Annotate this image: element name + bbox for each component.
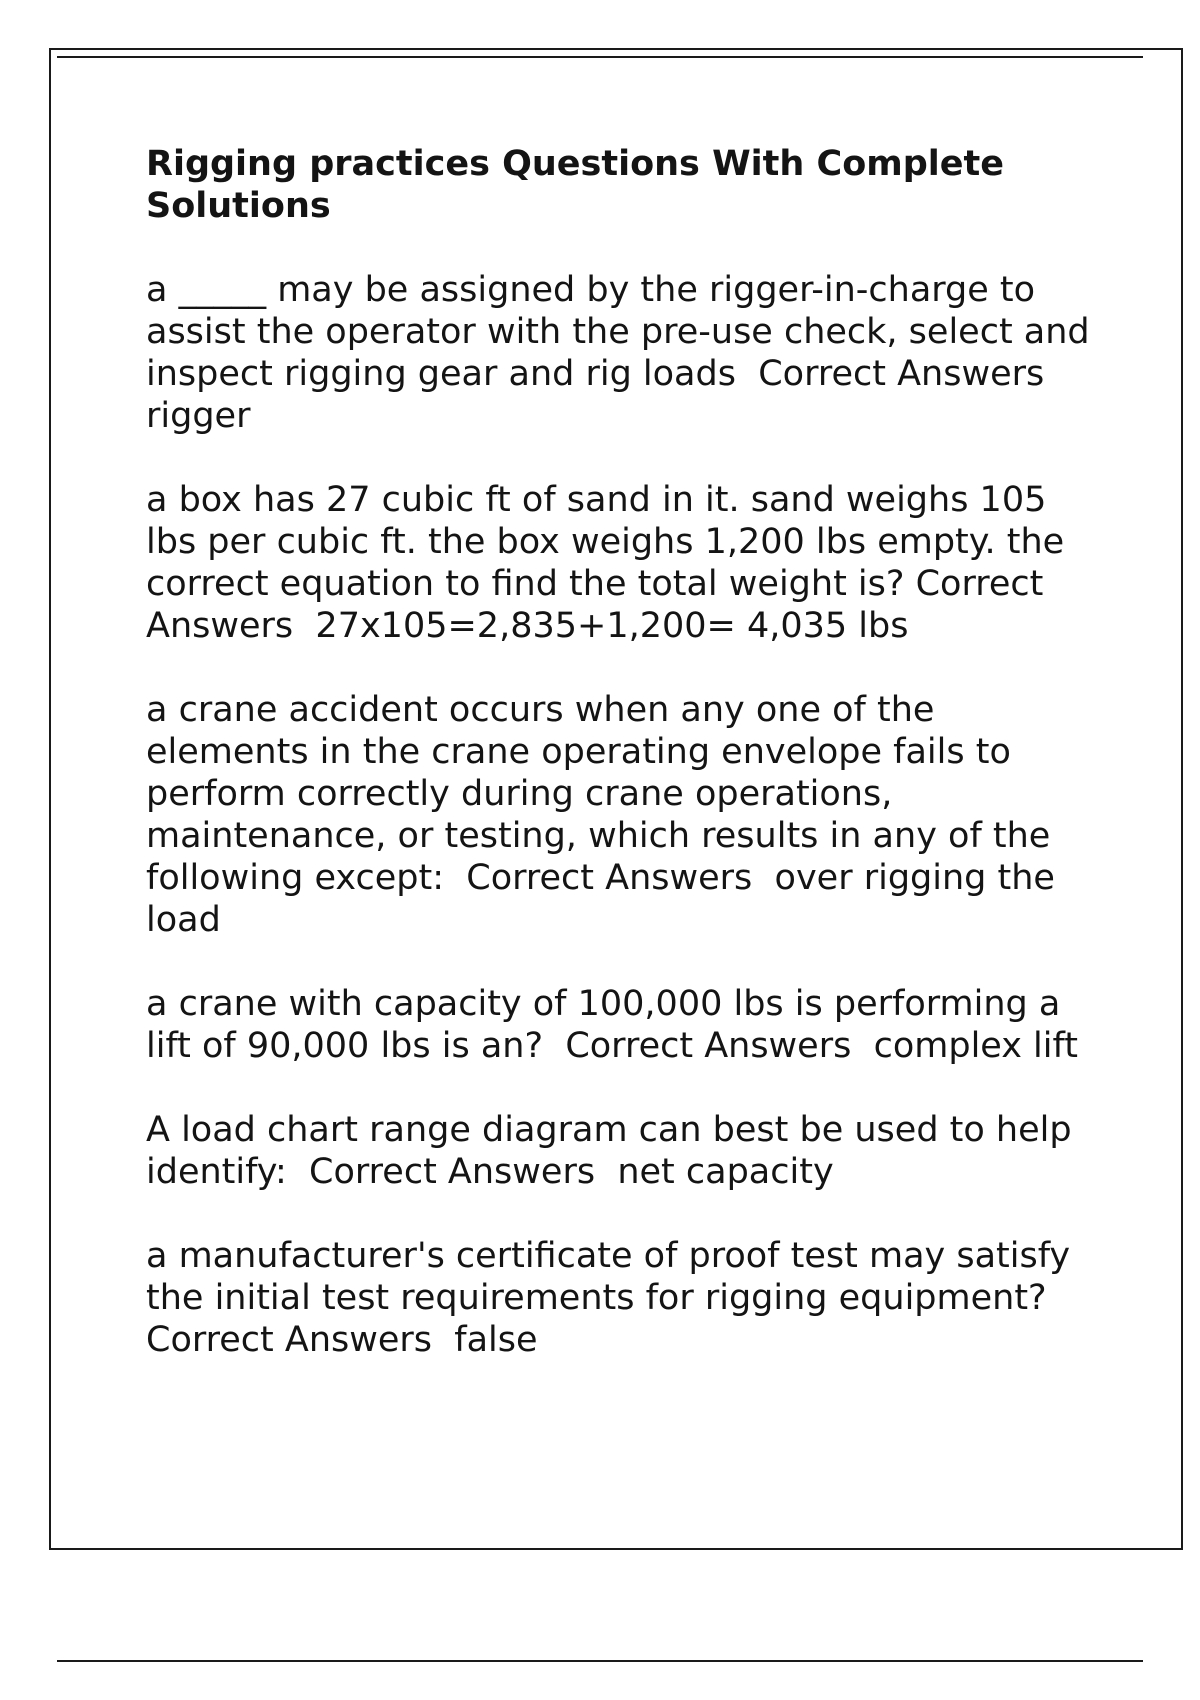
answer-text: complex lift xyxy=(873,1026,1078,1066)
answer-text: 27x105=2,835+1,200= 4,035 lbs xyxy=(315,606,909,646)
question-text: a crane accident occurs when any one of the elements in the crane operating envelope fails to perform correctly during crane operations, maintenance, or testing, which results in any of the following except: xyxy=(146,690,1062,898)
question-text: a _____ may be assigned by the rigger-in-charge to assist the operator with the pre-use check, select and inspect rigging gear and rig loads xyxy=(146,270,1101,394)
document-title: Rigging practices Questions With Complete Solutions xyxy=(146,144,1004,226)
footer-rule xyxy=(57,1660,1143,1662)
answer-label: Correct Answers xyxy=(146,564,1055,646)
qa-item xyxy=(146,1235,1106,1361)
question-text: a manufacturer's certificate of proof test may satisfy the initial test requirements for rigging equipment? xyxy=(146,1236,1082,1318)
answer-label: Correct Answers xyxy=(758,354,1045,394)
qa-item xyxy=(146,983,1106,1067)
qa-item xyxy=(146,1109,1106,1193)
answer-text: over rigging the load xyxy=(146,858,1067,940)
answer-label: Correct Answers xyxy=(466,858,753,898)
answer-label: Correct Answers xyxy=(146,1320,433,1360)
qa-item xyxy=(146,479,1106,647)
answer-text: net capacity xyxy=(617,1152,834,1192)
answer-label: Correct Answers xyxy=(309,1152,596,1192)
question-text: A load chart range diagram can best be used to help identify: xyxy=(146,1110,1083,1192)
document-body xyxy=(146,143,1106,1403)
qa-item xyxy=(146,269,1106,437)
answer-text: rigger xyxy=(146,396,251,436)
qa-item xyxy=(146,689,1106,941)
header-rule xyxy=(57,56,1143,58)
answer-text: false xyxy=(454,1320,538,1360)
question-text: a crane with capacity of 100,000 lbs is performing a lift of 90,000 lbs is an? xyxy=(146,984,1072,1066)
answer-label: Correct Answers xyxy=(565,1026,852,1066)
question-text: a box has 27 cubic ft of sand in it. sand weighs 105 lbs per cubic ft. the box weighs 1,200 lbs empty. the correct equation to find the total weight is? xyxy=(146,480,1076,604)
